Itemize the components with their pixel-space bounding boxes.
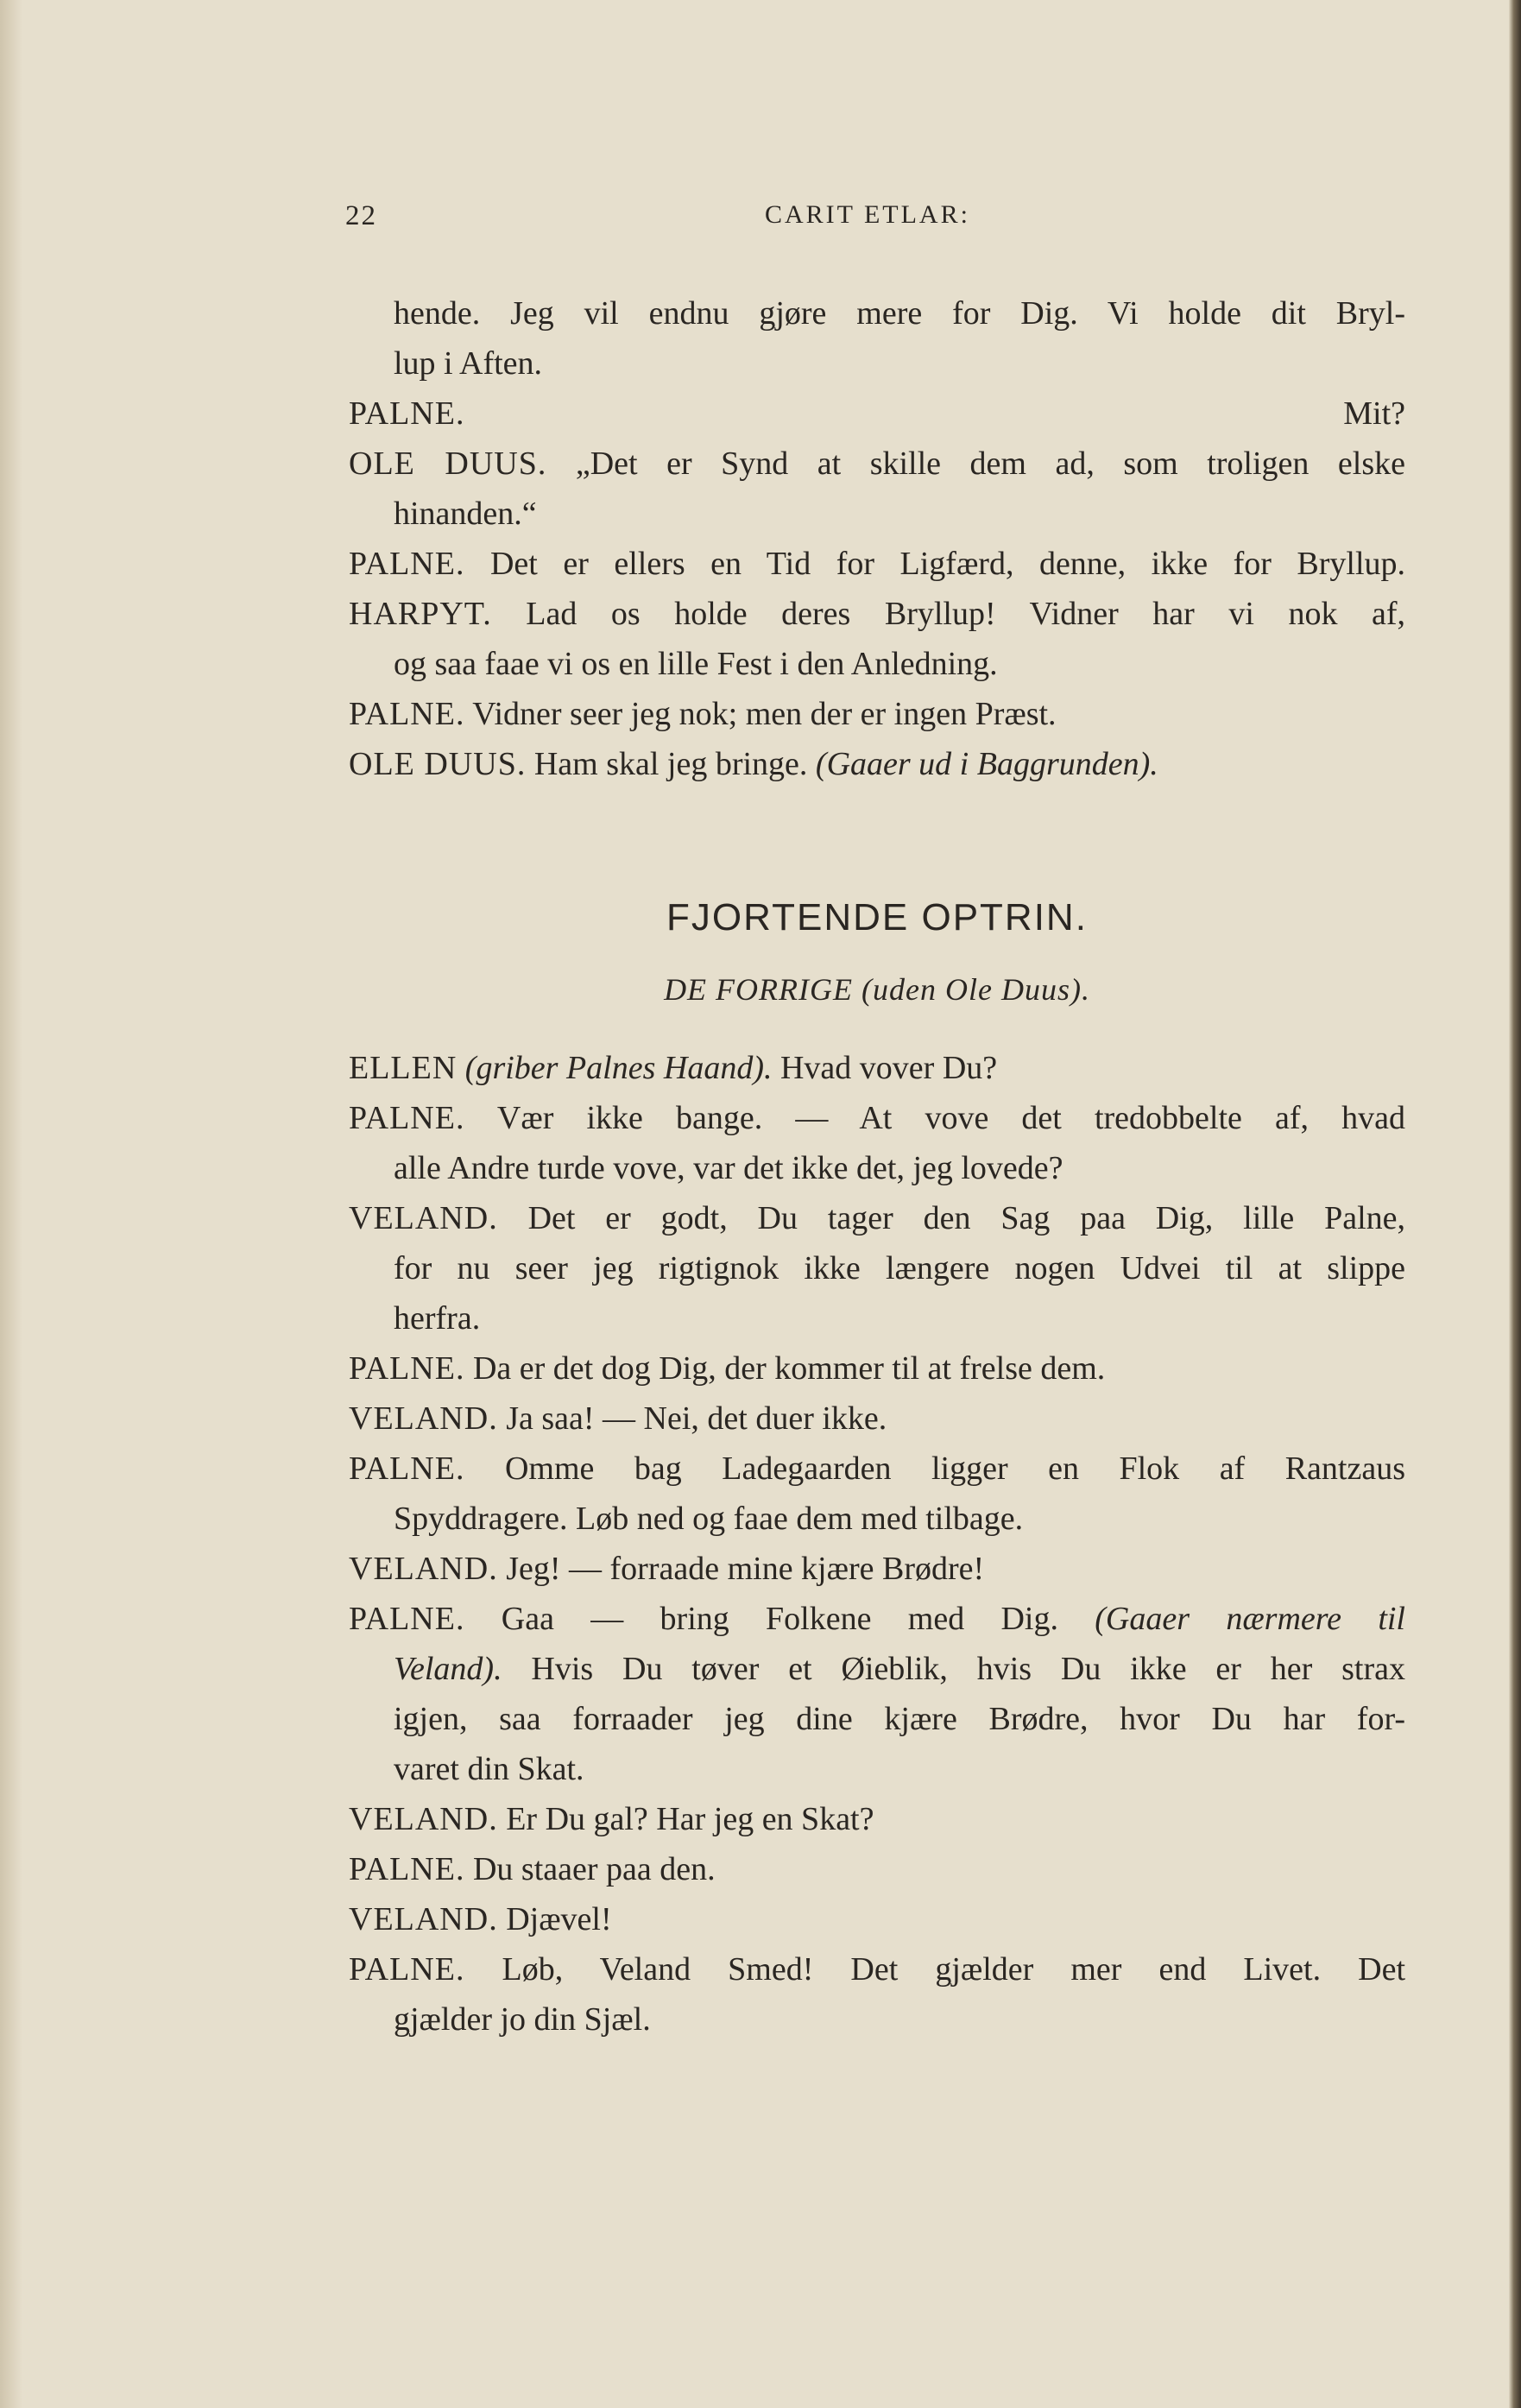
dialogue-line [349,439,1405,489]
speaker-name: PALNE. [349,696,465,732]
dialogue-line [349,288,1405,338]
dialogue-line [349,1093,1405,1143]
dialogue-text: Omme bag Ladegaarden ligger en Flok af Rantzaus [504,1450,1406,1487]
dialogue-text: Det er ellers en Tid for Ligfærd, denne, ikke for Bryllup. [489,546,1406,582]
dialogue-text: Jeg! — forraade mine kjære Brødre! [506,1551,985,1587]
dialogue-text: Lad os holde deres Bryllup! Vidner har vi nok af, [526,596,1406,632]
dialogue-text: lup i Aften. [394,345,543,382]
dialogue-text: alle Andre turde vove, var det ikke det, jeg lovede? [394,1150,1063,1186]
dialogue-line [349,1544,1405,1594]
dialogue-text: Er Du gal? Har jeg en Skat? [506,1801,874,1837]
dialogue-line [349,1994,1405,2045]
dialogue-text: og saa faae vi os en lille Fest i den Anledning. [394,646,998,682]
dialogue-line [349,1944,1405,1994]
dialogue-text: Du staaer paa den. [472,1851,716,1887]
dialogue-text: Løb, Veland Smed! Det gjælder mer end Livet. Det [502,1951,1405,1988]
section-heading: FJORTENDE OPTRIN. [666,896,1088,939]
dialogue-line [349,1193,1405,1243]
dialogue-line [349,1844,1405,1894]
speaker-name: OLE DUUS. [349,446,547,482]
speaker-name: PALNE. [349,546,465,582]
stage-direction: (Gaaer ud i Baggrunden). [815,746,1158,782]
running-head-author: CARIT ETLAR: [765,200,970,229]
text-block [349,288,1405,2045]
speaker-name: PALNE. [349,1450,465,1487]
dialogue-line [349,1494,1405,1544]
dialogue-line [349,739,1405,789]
dialogue-line [349,1043,1405,1093]
dialogue-line [349,1444,1405,1494]
dialogue-text: Spyddragere. Løb ned og faae dem med tilbage. [394,1501,1024,1537]
dialogue-part-2 [349,1043,1405,2045]
dialogue-line [349,389,1405,439]
dialogue-line [349,1594,1405,1644]
dialogue-line [349,1394,1405,1444]
speaker-name: VELAND. [349,1801,498,1837]
speaker-name: OLE DUUS. [349,746,527,782]
page-number: 22 [345,200,377,231]
page-edge-left [0,0,22,2408]
dialogue-part-1 [349,288,1405,789]
dialogue-text: Ham skal jeg bringe. [533,746,808,782]
dialogue-text: Vær ikke bange. — At vove det tredobbelte af, hvad [496,1100,1405,1136]
dialogue-line [349,1894,1405,1944]
speaker-name: VELAND. [349,1901,498,1937]
dialogue-line [349,338,1405,389]
dialogue-text: Hvis Du tøver et Øieblik, hvis Du ikke er her strax [531,1651,1405,1687]
dialogue-text: hende. Jeg vil endnu gjøre mere for Dig. Vi holde dit Bryl- [394,295,1405,332]
dialogue-line [349,1243,1405,1293]
dialogue-line [349,1694,1405,1744]
dialogue-text: gjælder jo din Sjæl. [394,2001,651,2038]
dialogue-text: for nu seer jeg rigtignok ikke længere nogen Udvei til at slippe [394,1250,1405,1286]
speaker-name: PALNE. [349,1350,465,1387]
dialogue-text: varet din Skat. [394,1751,584,1787]
dialogue-line [349,589,1405,639]
dialogue-text: Ja saa! — Nei, det duer ikke. [506,1400,887,1437]
speaker-name: PALNE. [349,395,465,432]
speaker-name: PALNE. [349,1851,465,1887]
stage-direction: (Gaaer nærmere til [1095,1601,1405,1637]
speaker-name: HARPYT. [349,596,492,632]
dialogue-text: igjen, saa forraader jeg dine kjære Brødre, hvor Du har for- [394,1701,1405,1737]
dialogue-line [349,1644,1405,1694]
section-subheading: DE FORRIGE (uden Ole Duus). [664,972,1090,1007]
dialogue-text: Djævel! [506,1901,612,1937]
speaker-name: ELLEN [349,1050,458,1086]
page-edge-right [1509,0,1521,2408]
dialogue-line [349,1143,1405,1193]
dialogue-text: Gaa — bring Folkene med Dig. [501,1601,1058,1637]
dialogue-line [349,489,1405,539]
dialogue-text: Vidner seer jeg nok; men der er ingen Præst. [472,696,1057,732]
dialogue-line [349,639,1405,689]
dialogue-line [349,1343,1405,1394]
speaker-name: VELAND. [349,1200,498,1236]
stage-direction: Veland). [394,1651,502,1687]
stage-direction: (griber Palnes Haand). [464,1050,773,1086]
dialogue-line [349,539,1405,589]
dialogue-line [349,1293,1405,1343]
speaker-name: PALNE. [349,1601,465,1637]
dialogue-text: Da er det dog Dig, der kommer til at frelse dem. [472,1350,1106,1387]
running-head [345,200,1398,243]
dialogue-text: Mit? [1343,395,1405,432]
dialogue-text: „Det er Synd at skille dem ad, som troligen elske [575,446,1406,482]
speaker-name: VELAND. [349,1551,498,1587]
dialogue-text: herfra. [394,1300,481,1337]
dialogue-line [349,689,1405,739]
speaker-name: PALNE. [349,1100,465,1136]
dialogue-line [349,1744,1405,1794]
dialogue-text: Hvad vover Du? [779,1050,998,1086]
speaker-name: VELAND. [349,1400,498,1437]
dialogue-line [349,1794,1405,1844]
dialogue-text: hinanden.“ [394,496,537,532]
dialogue-text: Det er godt, Du tager den Sag paa Dig, lille Palne, [527,1200,1406,1236]
speaker-name: PALNE. [349,1951,465,1988]
